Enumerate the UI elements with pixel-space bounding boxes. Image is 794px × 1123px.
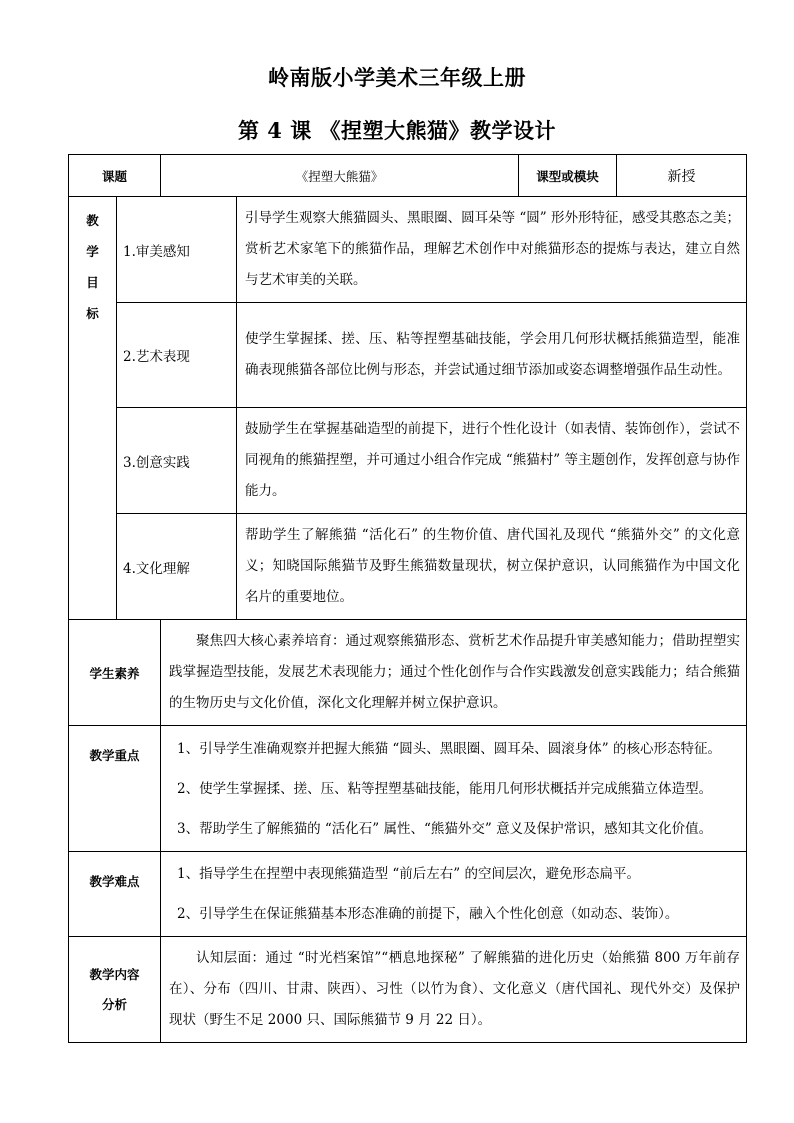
goals-label-char: 标 (86, 306, 99, 321)
key-point-item: 3、帮助学生了解熊猫的 “活化石” 属性、“熊猫外交” 意义及保护常识，感知其文化价值。 (177, 820, 713, 837)
lesson-title: 第 4 课 《捏塑大熊猫》教学设计 (237, 118, 557, 143)
lesson-type-value: 新授 (617, 155, 747, 197)
goal-row (69, 514, 747, 620)
goals-label-char: 教 (86, 213, 99, 228)
content-analysis-label-line: 分析 (102, 996, 128, 1012)
topic-value: 《捏塑大熊猫》 (161, 155, 519, 197)
document-title: 岭南版小学美术三年级上册 (268, 65, 526, 90)
goal-text: 使学生掌握揉、搓、压、粘等捏塑基础技能，学会用几何形状概括熊猫造型，能准确表现熊猫各部位比例与形态，并尝试通过细节添加或姿态调整增强作品生动性。 (237, 303, 747, 408)
literacy-label: 学生素养 (69, 620, 161, 726)
goals-label (69, 197, 117, 620)
goal-name: 2.艺术表现 (117, 303, 237, 408)
key-points-row (69, 726, 747, 852)
goal-name: 4.文化理解 (117, 514, 237, 620)
content-analysis-text: 认知层面：通过 “时光档案馆”“栖息地探秘” 了解熊猫的进化历史（始熊猫 800 万年前存在）、分布（四川、甘肃、陕西）、习性（以竹为食）、文化意义（唐代国礼、现代外交）及保护现状（野生不足 2000 只、国际熊猫节 9 月 22 日）。 (161, 937, 747, 1043)
topic-row (69, 155, 747, 197)
goal-row (69, 197, 747, 303)
goals-label-char: 目 (86, 275, 99, 290)
goal-text: 帮助学生了解熊猫 “活化石” 的生物价值、唐代国礼及现代 “熊猫外交” 的文化意义；知晓国际熊猫节及野生熊猫数量现状，树立保护意识，认同熊猫作为中国文化名片的重要地位。 (237, 514, 747, 620)
content-analysis-row (69, 937, 747, 1043)
goal-row (69, 408, 747, 514)
literacy-row (69, 620, 747, 726)
content-analysis-label-line: 教学内容 (89, 966, 140, 982)
lesson-type-label: 课型或模块 (519, 155, 617, 197)
key-point-item: 2、使学生掌握揉、搓、压、粘等捏塑基础技能，能用几何形状概括并完成熊猫立体造型。 (177, 780, 713, 797)
key-points-list (161, 726, 747, 852)
difficulties-row (69, 852, 747, 937)
difficulty-item: 2、引导学生在保证熊猫基本形态准确的前提下，融入个性化创意（如动态、装饰）。 (177, 906, 679, 922)
content-analysis-label (69, 937, 161, 1043)
goal-name: 1.审美感知 (117, 197, 237, 303)
lesson-plan-table (68, 154, 747, 1043)
goal-name: 3.创意实践 (117, 408, 237, 514)
goal-row (69, 303, 747, 408)
goal-text: 引导学生观察大熊猫圆头、黑眼圈、圆耳朵等 “圆” 形外形特征，感受其憨态之美；赏析艺术家笔下的熊猫作品，理解艺术创作中对熊猫形态的提炼与表达，建立自然与艺术审美的关联。 (237, 197, 747, 303)
goals-label-char: 学 (86, 244, 99, 259)
goal-text: 鼓励学生在掌握基础造型的前提下，进行个性化设计（如表情、装饰创作），尝试不同视角的熊猫捏塑，并可通过小组合作完成 “熊猫村” 等主题创作，发挥创意与协作能力。 (237, 408, 747, 514)
topic-label: 课题 (69, 155, 161, 197)
difficulty-item: 1、指导学生在捏塑中表现熊猫造型 “前后左右” 的空间层次，避免形态扁平。 (177, 866, 640, 882)
difficulties-label: 教学难点 (69, 852, 161, 937)
key-point-item: 1、引导学生准确观察并把握大熊猫 “圆头、黑眼圈、圆耳朵、圆滚身体” 的核心形态特征。 (177, 740, 721, 757)
difficulties-list (161, 852, 747, 937)
literacy-text: 聚焦四大核心素养培育：通过观察熊猫形态、赏析艺术作品提升审美感知能力；借助捏塑实践掌握造型技能，发展艺术表现能力；通过个性化创作与合作实践激发创意实践能力；结合熊猫的生物历史与文化价值，深化文化理解并树立保护意识。 (161, 620, 747, 726)
key-points-label: 教学重点 (69, 726, 161, 852)
